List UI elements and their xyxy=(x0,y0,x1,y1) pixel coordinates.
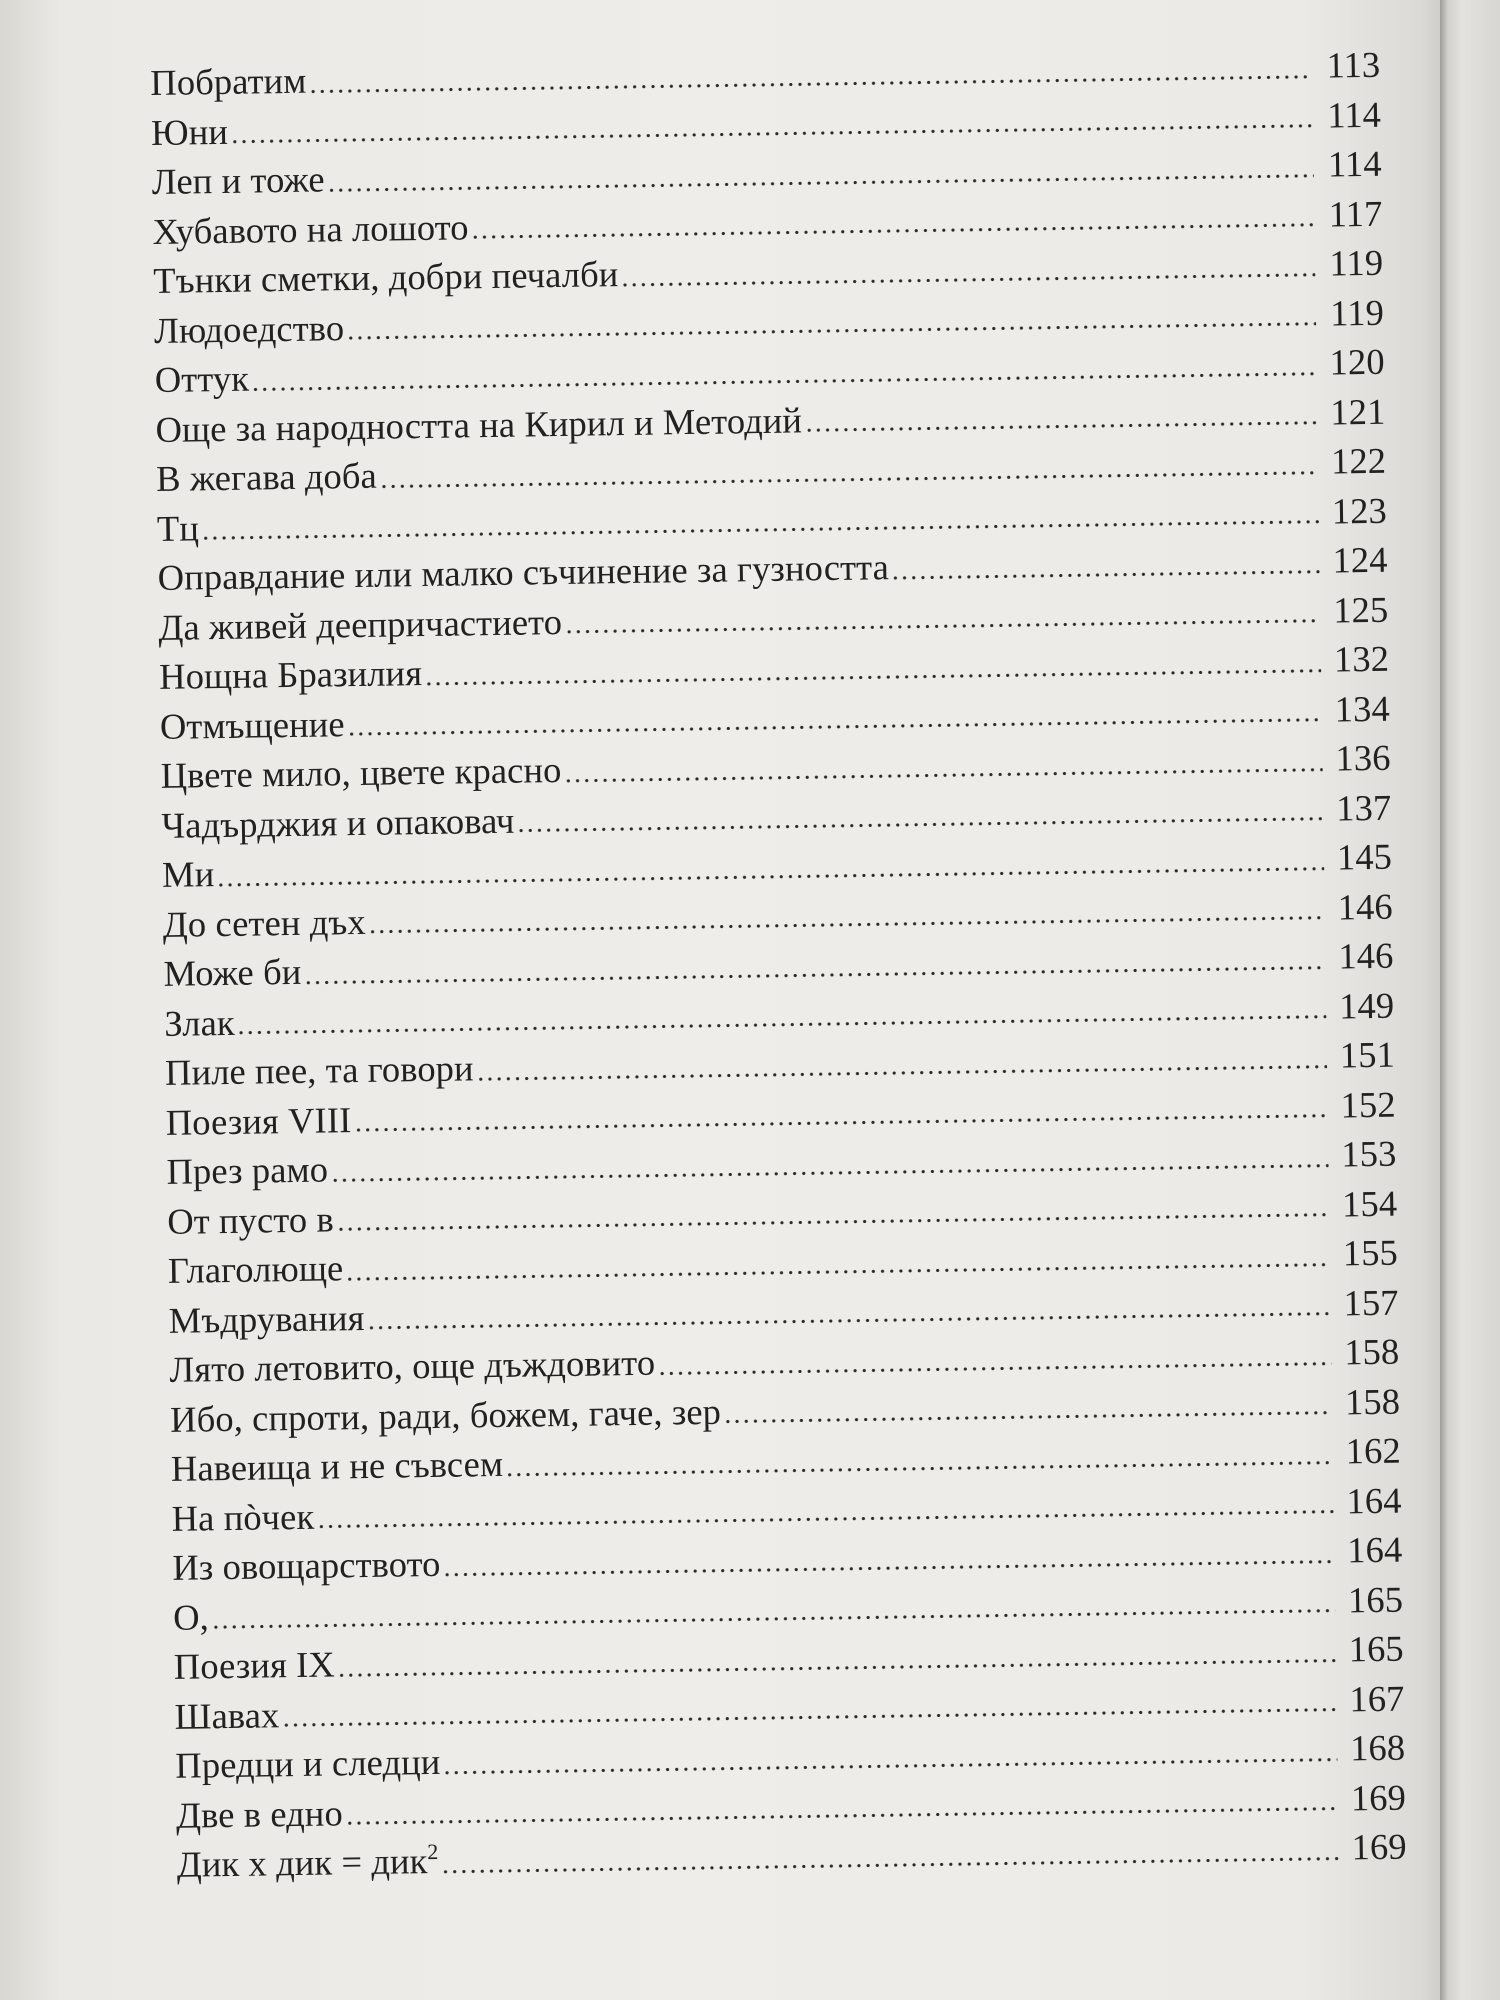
toc-entry-page: 168 xyxy=(1349,1726,1406,1769)
toc-entry-title: Отмъщение xyxy=(159,702,345,747)
toc-entry-page: 146 xyxy=(1337,885,1394,927)
toc-entry-page: 149 xyxy=(1338,984,1395,1026)
toc-entry-page: 114 xyxy=(1326,93,1382,136)
toc-entry-page: 158 xyxy=(1344,1380,1401,1422)
toc-entry-title: Нощна Бразилия xyxy=(158,652,423,697)
dot-leader xyxy=(251,364,1317,392)
toc-entry-page: 165 xyxy=(1348,1627,1405,1670)
toc-entry-page: 122 xyxy=(1330,439,1387,482)
dot-leader xyxy=(346,315,1316,341)
dot-leader xyxy=(230,117,1313,145)
toc-entry-title: Поезия IX xyxy=(173,1643,336,1687)
toc-entry-title: В жегава доба xyxy=(155,454,378,499)
dot-leader xyxy=(505,1453,1333,1477)
toc-entry-title: Леп и тоже xyxy=(151,158,325,202)
toc-entry-title: Навеища и не съвсем xyxy=(170,1442,504,1489)
toc-entry-page: 121 xyxy=(1330,390,1386,433)
toc-entry-page: 169 xyxy=(1350,1776,1407,1818)
dot-leader xyxy=(563,760,1322,783)
toc-entry-title: Глаголюще xyxy=(167,1247,344,1291)
toc-entry-title: Цвете мило, цвете красно xyxy=(160,748,562,796)
dot-leader xyxy=(337,1651,1336,1678)
toc-entry-title: Хубавото на лошото xyxy=(152,205,469,252)
dot-leader xyxy=(891,562,1320,580)
dot-leader xyxy=(345,1255,1330,1282)
toc-entry-title: Чадърджия и опаковач xyxy=(161,799,515,846)
toc-entry-title: Тънки сметки, добри печалби xyxy=(152,253,619,301)
dot-leader xyxy=(345,1800,1338,1827)
toc-entry-title: Две в едно xyxy=(175,1791,344,1836)
toc-entry-title: Да живей деепричастието xyxy=(158,600,563,648)
dot-leader xyxy=(620,265,1315,287)
dot-leader xyxy=(347,711,1322,737)
toc-entry-page: 119 xyxy=(1329,291,1385,334)
superscript: 2 xyxy=(427,1838,439,1865)
toc-entry-title: Побратим xyxy=(150,59,307,103)
toc-entry-title: Злак xyxy=(164,1001,235,1044)
toc-entry-title xyxy=(176,1836,439,1889)
toc-entry-page: 152 xyxy=(1340,1083,1396,1125)
toc-entry-page: 132 xyxy=(1333,637,1390,680)
dot-leader xyxy=(308,67,1312,94)
toc-entry-page: 134 xyxy=(1334,687,1391,729)
toc-entry-page: 157 xyxy=(1343,1281,1399,1323)
toc-entry-title: От пусто в xyxy=(166,1197,335,1242)
toc-entry-page: 113 xyxy=(1326,43,1381,86)
toc-entry-page: 125 xyxy=(1332,588,1389,631)
dot-leader xyxy=(424,661,1321,686)
toc-entry-page: 119 xyxy=(1329,241,1384,284)
dot-leader xyxy=(471,216,1315,241)
toc-entry-title: Може би xyxy=(163,950,302,994)
toc-entry-title: Юни xyxy=(150,110,229,153)
toc-entry-title: Людоедство xyxy=(153,306,345,351)
dot-leader xyxy=(336,1206,1330,1233)
toc-entry-title: До сетен дъх xyxy=(162,900,366,945)
toc-entry-title: Мъдрувания xyxy=(168,1296,365,1341)
next-page-edge xyxy=(1440,0,1500,2000)
toc-entry-page: 169 xyxy=(1351,1825,1407,1868)
toc-entry-page: 162 xyxy=(1345,1429,1402,1472)
dot-leader xyxy=(441,1849,1339,1874)
dot-leader xyxy=(442,1552,1334,1577)
dot-leader xyxy=(516,810,1323,834)
toc-entry-title: Още за народността на Кирил и Методий xyxy=(155,398,803,450)
dot-leader xyxy=(327,166,1314,193)
dot-leader xyxy=(564,612,1320,635)
dot-leader xyxy=(237,1008,1327,1036)
toc-entry-title: Поезия VIII xyxy=(165,1098,352,1143)
toc-entry-page: 136 xyxy=(1335,736,1391,779)
toc-entry-page: 155 xyxy=(1342,1231,1399,1274)
dot-leader xyxy=(723,1404,1332,1425)
toc-entry-page: 124 xyxy=(1332,538,1388,581)
toc-entry-page: 137 xyxy=(1335,786,1392,828)
toc-entry-page: 123 xyxy=(1331,489,1388,532)
dot-leader xyxy=(316,1503,1334,1530)
dot-leader xyxy=(303,958,1325,985)
dot-leader xyxy=(442,1750,1337,1775)
toc-entry-page: 151 xyxy=(1339,1033,1396,1076)
toc-entry-page: 164 xyxy=(1346,1528,1403,1571)
toc-entry-page: 153 xyxy=(1341,1132,1397,1175)
toc-entry-title: Пиле пее, та говори xyxy=(164,1047,474,1093)
dot-leader xyxy=(330,1156,1329,1183)
toc-entry-title: Из овощарството xyxy=(172,1542,441,1588)
toc-entry-page: 145 xyxy=(1336,835,1393,878)
toc-entry-title: През рамо xyxy=(166,1148,329,1192)
toc-entry-title: Тц xyxy=(156,506,200,549)
toc-entry-page: 117 xyxy=(1328,192,1383,235)
dot-leader xyxy=(353,1107,1328,1133)
dot-leader xyxy=(211,1602,1335,1631)
toc-entry-title: О, xyxy=(172,1595,210,1638)
toc-entry-page: 120 xyxy=(1329,340,1385,383)
dot-leader xyxy=(216,859,1324,887)
toc-entry-page: 164 xyxy=(1346,1479,1402,1521)
toc-entry-page: 167 xyxy=(1349,1677,1405,1719)
toc-entry-title: На пòчек xyxy=(171,1495,315,1539)
toc-entry-title: Оттук xyxy=(154,357,250,400)
dot-leader xyxy=(657,1354,1331,1376)
toc-entry-title: Ибо, спроти, ради, божем, гаче, зер xyxy=(169,1390,722,1440)
dot-leader xyxy=(804,414,1318,434)
toc-entry-title-text: Дик х дик = дик xyxy=(176,1840,428,1885)
dot-leader xyxy=(368,909,1325,935)
toc-entry-title: Шавах xyxy=(174,1693,280,1737)
toc-entry-page: 114 xyxy=(1327,142,1383,185)
toc-entry-title: Ми xyxy=(161,853,215,895)
table-of-contents xyxy=(150,40,1407,1890)
dot-leader xyxy=(476,1057,1328,1082)
toc-entry-title: Оправдание или малко съчинение за гузността xyxy=(157,546,890,598)
toc-entry-page: 158 xyxy=(1343,1330,1400,1373)
dot-leader xyxy=(281,1701,1336,1729)
dot-leader xyxy=(201,513,1319,542)
toc-entry-title: Предци и следци xyxy=(175,1740,441,1786)
toc-entry-page: 165 xyxy=(1347,1578,1404,1620)
toc-entry-page: 146 xyxy=(1338,934,1394,977)
dot-leader xyxy=(379,463,1319,489)
toc-entry-title: Лято летовито, още дъждовито xyxy=(169,1341,656,1390)
toc-entry-page: 154 xyxy=(1341,1182,1398,1224)
dot-leader xyxy=(366,1305,1330,1331)
